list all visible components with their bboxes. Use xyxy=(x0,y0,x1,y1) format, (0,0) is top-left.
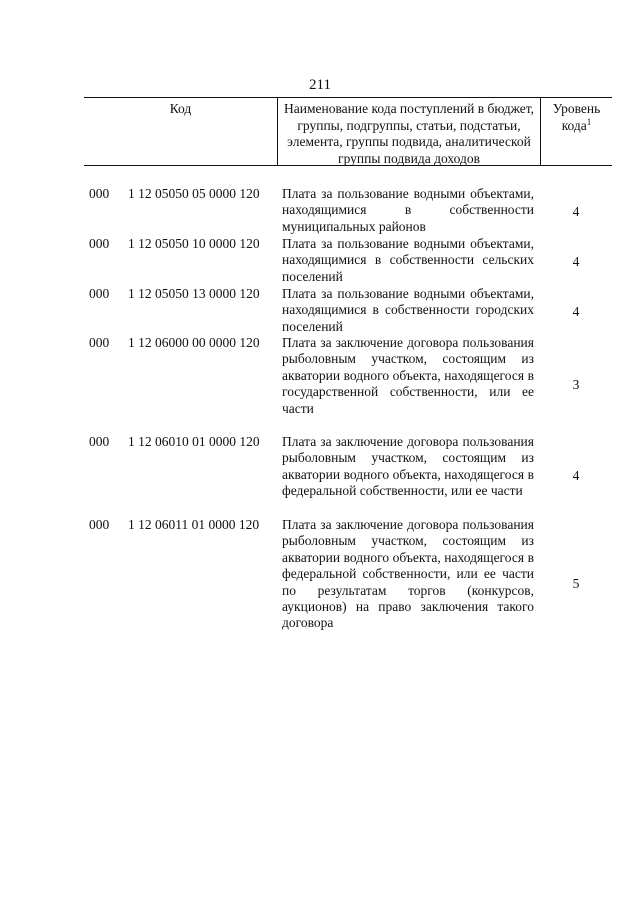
header-level-label: Уровень кода xyxy=(552,101,601,133)
row-code: 1 12 05050 05 0000 120 xyxy=(128,186,260,201)
row-prefix: 000 xyxy=(89,186,110,201)
row-name: Плата за пользование водными объектами, находящимися в собственности сельских поселений xyxy=(282,236,534,284)
row-prefix: 000 xyxy=(89,335,110,350)
row-level: 3 xyxy=(572,377,580,392)
header-code: Код xyxy=(169,101,192,116)
row-prefix: 000 xyxy=(89,434,110,449)
header-level-footnote: 1 xyxy=(586,116,592,127)
row-level: 4 xyxy=(572,304,580,319)
row-code: 1 12 05050 10 0000 120 xyxy=(128,236,260,251)
header-level xyxy=(540,98,612,166)
row-code: 1 12 06011 01 0000 120 xyxy=(128,517,260,532)
row-level: 4 xyxy=(572,254,580,269)
table-header xyxy=(84,97,612,166)
row-code: 1 12 06010 01 0000 120 xyxy=(128,434,260,449)
row-code: 1 12 06000 00 0000 120 xyxy=(128,335,260,350)
row-prefix: 000 xyxy=(89,286,110,301)
row-name: Плата за заключение договора пользования рыболовным участком, состоящим из акватории водного объекта, находящегося в федеральной собственности, или ее части по результатам торгов (конкурсов, аукционов) на право заключения такого договора xyxy=(282,517,534,631)
row-name: Плата за пользование водными объектами, находящимися в собственности муниципальных районов xyxy=(282,186,534,234)
row-name: Плата за заключение договора пользования рыболовным участком, состоящим из акватории водного объекта, находящегося в государственной собственности, или ее части xyxy=(282,335,534,416)
row-prefix: 000 xyxy=(89,517,110,532)
row-level: 5 xyxy=(572,576,580,591)
row-name: Плата за заключение договора пользования рыболовным участком, состоящим из акватории водного объекта, находящегося в федеральной собственности, или ее части xyxy=(282,434,534,499)
row-prefix: 000 xyxy=(89,236,110,251)
row-code: 1 12 05050 13 0000 120 xyxy=(128,286,260,301)
row-name: Плата за пользование водными объектами, находящимися в собственности городских поселений xyxy=(282,286,534,334)
page-number: 211 xyxy=(309,77,331,93)
row-level: 4 xyxy=(572,468,580,483)
header-name: Наименование кода поступлений в бюджет, группы, подгруппы, статьи, подстатьи, элемента, группы подвида, аналитической группы подвида доходов xyxy=(277,98,540,166)
row-level: 4 xyxy=(572,204,580,219)
